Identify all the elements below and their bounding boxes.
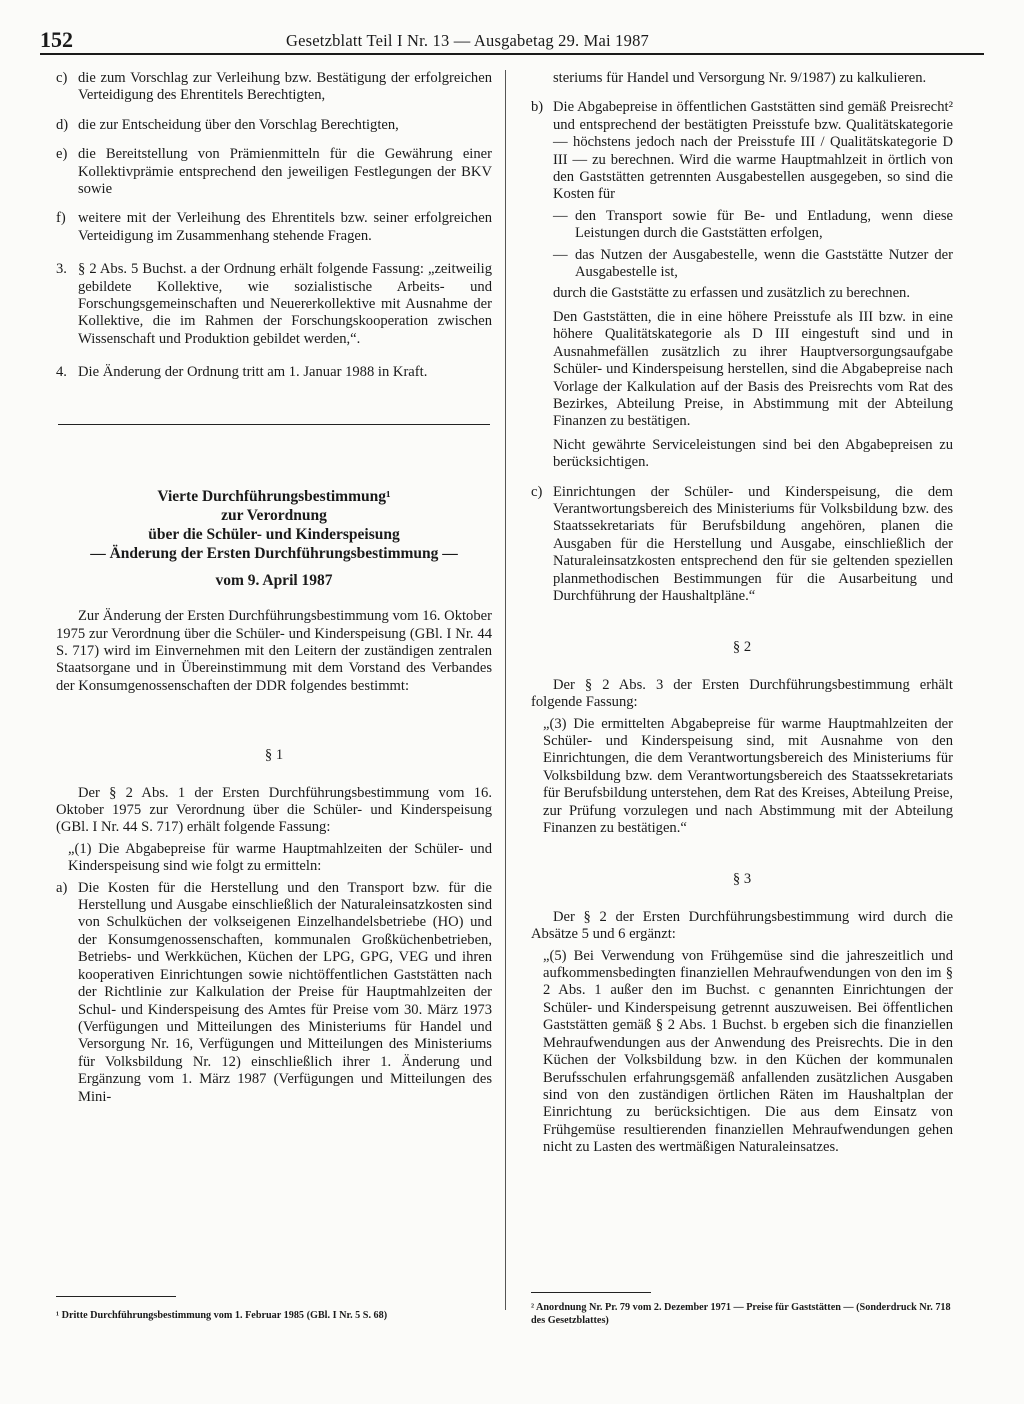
list-text: Die Abgabepreise in öffentlichen Gaststätten sind gemäß Preisrecht² und entsprechend der bestätigten Preisstufe bzw. Qualitätskategorie — höchstens jedoch nach der Preisstufe III / Qualitätskategorie D III — zu berechnen. Wird die warme Hauptmahlzeit in örtlich von den Gaststätten getrennten Ausgabestellen ausgegeben, so sind die Kosten für xyxy=(553,99,953,203)
paragraph-number: 3. xyxy=(56,261,67,278)
footnote-rule xyxy=(531,1292,651,1293)
quoted-paragraph: „(3) Die ermittelten Abgabepreise für warme Hauptmahlzeiten der Schüler- und Kinderspeisung sind, mit Ausnahme von den Einrichtungen, die dem Verantwortungsbereich des Ministeriums für Volksbildung bzw. dem Verantwortungsbereich des Staatssekretariats für Berufsbildung unterstehen, dem Rat des Kreises, Abteilung Preise, zur Prüfung vorzulegen und nach Abstimmung mit der Abteilung Finanzen zu bestätigen.“ xyxy=(543,715,953,837)
footnote-rule xyxy=(56,1296,176,1297)
list-item xyxy=(531,484,953,606)
section-text: Der § 2 Abs. 3 der Ersten Durchführungsbestimmung erhält folgende Fassung: xyxy=(531,676,953,711)
numbered-paragraph xyxy=(56,364,492,381)
preamble: Zur Änderung der Ersten Durchführungsbestimmung vom 16. Oktober 1975 zur Verordnung über die Schüler- und Kinderspeisung (GBl. I Nr. 44 S. 717) wird im Einvernehmen mit den Leitern der zuständigen zentralen Staatsorgane und in Übereinstimmung mit dem Vorstand des Verbandes der Konsumgenossenschaften der DDR folgendes bestimmt: xyxy=(56,608,492,694)
right-column xyxy=(531,70,953,1157)
dash-text: das Nutzen der Ausgabestelle, wenn die Gaststätte Nutzer der Ausgabestelle ist, xyxy=(575,246,953,281)
document-date: vom 9. April 1987 xyxy=(215,572,333,590)
document-title-line: zur Verordnung xyxy=(221,507,327,525)
list-marker: b) xyxy=(531,99,544,116)
left-column xyxy=(56,70,492,1106)
list-text: Einrichtungen der Schüler- und Kinderspeisung, die dem Verantwortungsbereich des Ministeriums für Volksbildung bzw. des Staatssekretariats für Berufsbildung angehören, planen die Ausgaben für die Herstellung und Ausgabe, einschließlich der Naturaleinsatzkosten entsprechend den für sie geltenden speziellen planmethodischen Bestimmungen für die Ausarbeitung und Durchführung der Haushaltpläne.“ xyxy=(553,483,953,604)
footnote: ¹ Dritte Durchführungsbestimmung vom 1. Februar 1985 (GBl. I Nr. 5 S. 68) xyxy=(56,1310,388,1321)
header-rule xyxy=(40,53,984,55)
page-number: 152 xyxy=(40,27,73,52)
list-marker: e) xyxy=(56,146,68,163)
section-separator xyxy=(58,424,490,426)
list-marker: c) xyxy=(56,70,68,86)
section-text: Der § 2 Abs. 1 der Ersten Durchführungsbestimmung vom 16. Oktober 1975 zur Verordnung über die Schüler- und Kinderspeisung (GBl. I Nr. 44 S. 717) erhält folgende Fassung: xyxy=(56,784,492,836)
list-item xyxy=(56,70,492,105)
list-marker: f) xyxy=(56,210,66,227)
list-text: die Bereitstellung von Prämienmitteln für die Gewährung einer Kollektivprämie entsprechend den jeweiligen Festlegungen der BKV sowie xyxy=(78,146,492,198)
column-divider xyxy=(505,70,506,1310)
paragraph: Den Gaststätten, die in eine höhere Preisstufe als III bzw. in eine höhere Qualitätskategorie als D III eingestuft sind und in Ausnahmefällen zusätzlich zu ihrer Hauptversorgungsaufgabe Schüler- und Kinderspeisung herstellen, sind die Abgabepreise nach Vorlage der Kalkulation auf der Basis des Preisrechts vom Rat des Bezirkes, Abteilung Preise, in Abstimmung mit der Abteilung Finanzen zu bestätigen. xyxy=(553,308,953,430)
list-marker: d) xyxy=(56,116,69,133)
section-heading: § 3 xyxy=(732,871,752,888)
numbered-paragraph xyxy=(56,261,492,348)
list-item xyxy=(56,146,492,198)
continued-text: steriums für Handel und Versorgung Nr. 9/1987) zu kalkulieren. xyxy=(553,70,927,86)
document-title-line: Vierte Durchführungsbestimmung¹ xyxy=(157,488,391,506)
list-marker: c) xyxy=(531,483,543,500)
footnote: ² Anordnung Nr. Pr. 79 vom 2. Dezember 1971 — Preise für Gaststätten — (Sonderdruck Nr. 718 des Gesetzblattes) xyxy=(531,1302,951,1326)
paragraph-text: Die Änderung der Ordnung tritt am 1. Januar 1988 in Kraft. xyxy=(78,364,428,381)
section-heading: § 2 xyxy=(732,639,752,656)
list-item xyxy=(56,210,492,245)
list-item xyxy=(56,117,492,134)
paragraph: Nicht gewährte Serviceleistungen sind bei den Abgabepreisen zu berücksichtigen. xyxy=(553,436,953,471)
list-marker: a) xyxy=(56,879,68,896)
dash-marker: — xyxy=(553,246,568,263)
list-item xyxy=(56,880,492,1106)
running-head: Gesetzblatt Teil I Nr. 13 — Ausgabetag 29. Mai 1987 xyxy=(286,31,649,50)
section-heading: § 1 xyxy=(264,747,284,764)
document-title-line: — Änderung der Ersten Durchführungsbestimmung — xyxy=(90,545,458,563)
section-text: Der § 2 der Ersten Durchführungsbestimmung wird durch die Absätze 5 und 6 ergänzt: xyxy=(531,908,953,943)
quoted-paragraph: „(1) Die Abgabepreise für warme Hauptmahlzeiten der Schüler- und Kinderspeisung sind wie folgt zu ermitteln: xyxy=(68,840,492,875)
list-text: die zur Entscheidung über den Vorschlag Berechtigten, xyxy=(78,116,399,133)
dash-item xyxy=(553,208,953,243)
list-item xyxy=(531,99,953,203)
quoted-paragraph: „(5) Bei Verwendung von Frühgemüse sind die jahreszeitlich und aufkommensbedingten finanziellen Mehraufwendungen von den im § 2 Abs. 1 außer den im Buchst. c genannten Einrichtungen der Schüler- und Kinderspeisung getrennt auszuweisen. Bei öffentlichen Gaststätten gemäß § 2 Abs. 1 Buchst. b ergeben sich die finanziellen Mehraufwendungen aus der Anwendung des Preisrechts. Die in den Küchen der Volksbildung bzw. in den Küchen der kommunalen Berufsschulen erfahrungsgemäß anfallenden zusätzlichen Ausgaben sind von den zuständigen örtlichen Räten im Haushaltplan der Einrichtung zu berücksichtigen. Die aus dem Einsatz von Frühgemüse resultierenden finanziellen Mehraufwendungen gehen nicht zu Lasten des wertmäßigen Naturaleinsatzes. xyxy=(543,947,953,1156)
dash-text: den Transport sowie für Be- und Entladung, wenn diese Leistungen durch die Gaststätten erfolgen, xyxy=(575,207,953,242)
document-title-line: über die Schüler- und Kinderspeisung xyxy=(148,526,400,544)
dash-item xyxy=(553,247,953,282)
list-text: die zum Vorschlag zur Verleihung bzw. Bestätigung der erfolgreichen Verteidigung des Ehrentitels Berechtigten, xyxy=(78,70,492,104)
dash-marker: — xyxy=(553,207,568,224)
list-text: weitere mit der Verleihung des Ehrentitels bzw. seiner erfolgreichen Verteidigung im Zusammenhang stehende Fragen. xyxy=(78,210,492,244)
paragraph-number: 4. xyxy=(56,364,67,381)
paragraph: durch die Gaststätte zu erfassen und zusätzlich zu berechnen. xyxy=(553,285,910,302)
list-text: Die Kosten für die Herstellung und den Transport bzw. für die Herstellung und Ausgabe einschließlich der Naturaleinsatzkosten sind von Schulküchen der volkseigenen Einzelhandelsbetriebe (HO) und der Konsumgenossenschaften, kommunalen Großküchenbetrieben, Betriebs- und Werkküchen, Küchen der LPG, GPG, VEG und ihren kooperativen Einrichtungen sowie nichtöffentlichen Gaststätten nach der Richtlinie zur Kalkulation der Preise für Hauptmahlzeiten der Schul- und Kinderspeisung des Amtes für Preise vom 30. März 1973 (Verfügungen und Mitteilungen des Ministeriums für Handel und Versorgung Nr. 16, Verfügungen und Mitteilungen des Ministeriums für Volksbildung Nr. 12) einschließlich ihrer 1. Änderung und Ergänzung vom 1. März 1987 (Verfügungen und Mitteilungen des Mini- xyxy=(78,879,492,1105)
paragraph-text: § 2 Abs. 5 Buchst. a der Ordnung erhält folgende Fassung: „zeitweilig gebildete Kollektive, wie sozialistische Arbeits- und Forschungsgemeinschaften und Neuererkollektive mit Ausnahme der Kollektive, die im Rahmen der Forschungskooperation zwischen Wissenschaft und Produktion gebildet werden,“. xyxy=(78,261,492,347)
